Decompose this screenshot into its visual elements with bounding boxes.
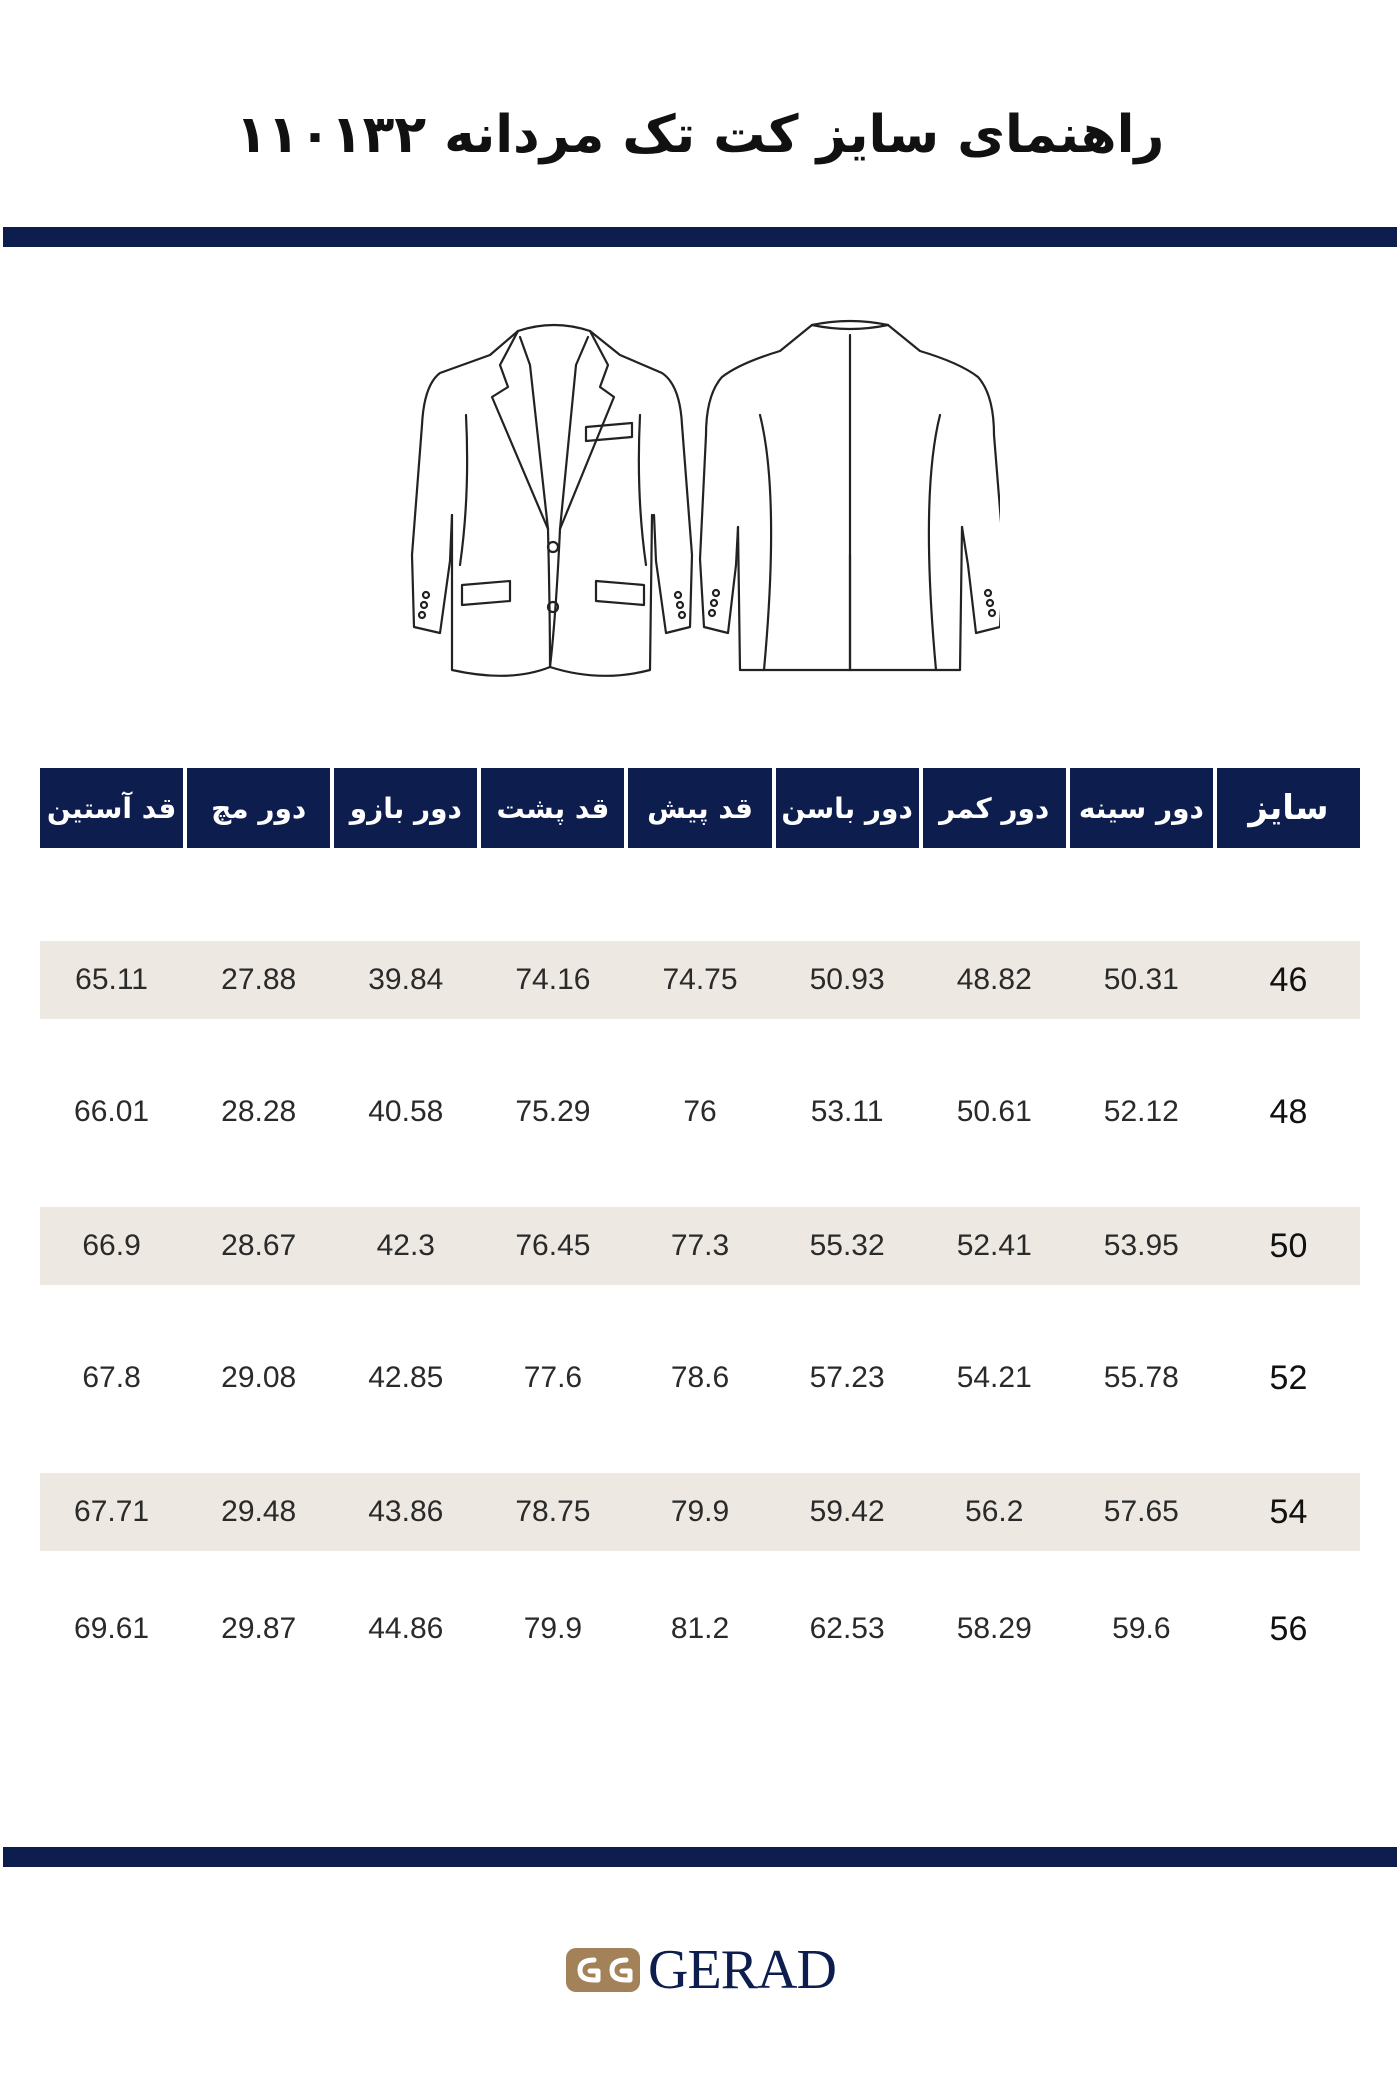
cell-hip: 55.32 [809,1229,885,1262]
cell-arm: 42.3 [376,1229,435,1262]
bottom-divider [3,1847,1397,1867]
cell-chest: 59.6 [1112,1612,1171,1645]
cell-size: 56 [1269,1609,1308,1648]
cell-sleeve-length: 66.01 [74,1095,150,1128]
header-front-length: قد پیش [628,768,771,848]
cell-arm: 42.85 [368,1361,444,1394]
cell-size: 46 [1269,960,1308,999]
cell-size: 52 [1269,1358,1308,1397]
cell-waist: 48.82 [956,963,1032,996]
cell-waist: 50.61 [956,1095,1032,1128]
cell-wrist: 27.88 [221,963,297,996]
cell-arm: 40.58 [368,1095,444,1128]
cell-arm: 44.86 [368,1612,444,1645]
cell-hip: 57.23 [809,1361,885,1394]
cell-hip: 50.93 [809,963,885,996]
cell-sleeve-length: 67.71 [74,1495,150,1528]
cell-back-length: 75.29 [515,1095,591,1128]
cell-chest: 52.12 [1103,1095,1179,1128]
gerad-monogram-icon [564,1946,642,1994]
cell-front-length: 81.2 [670,1612,730,1645]
cell-sleeve-length: 66.9 [82,1229,141,1262]
cell-sleeve-length: 65.11 [75,963,148,996]
table-header [40,768,1360,848]
jacket-back-icon [700,321,1000,670]
cell-front-length: 76 [683,1095,717,1128]
table-row [40,941,1360,1019]
cell-size: 50 [1269,1226,1308,1265]
cell-front-length: 74.75 [662,963,738,996]
cell-back-length: 79.9 [523,1612,583,1645]
cell-wrist: 29.48 [221,1495,297,1528]
header-size: سایز [1217,768,1360,848]
top-divider [3,227,1397,247]
cell-chest: 53.95 [1103,1229,1179,1262]
cell-chest: 50.31 [1103,963,1179,996]
cell-size: 48 [1269,1092,1308,1131]
cell-hip: 59.42 [809,1495,885,1528]
brand-logo [0,1940,1400,2000]
cell-waist: 54.21 [956,1361,1032,1394]
cell-size: 54 [1269,1492,1308,1531]
cell-chest: 55.78 [1103,1361,1179,1394]
cell-sleeve-length: 69.61 [74,1612,150,1645]
header-back-length: قد پشت [481,768,624,848]
cell-waist: 56.2 [965,1495,1024,1528]
cell-hip: 62.53 [809,1612,885,1645]
cell-front-length: 77.3 [670,1229,730,1262]
table-row [40,1073,1360,1151]
brand-name: GERAD [648,1939,836,2001]
page-title: راهنمای سایز کت تک مردانه ۱۱۰۱۳۲ [235,105,1165,165]
cell-wrist: 28.67 [221,1229,297,1262]
header-wrist: دور مچ [187,768,330,848]
cell-waist: 52.41 [956,1229,1032,1262]
cell-hip: 53.11 [810,1095,884,1128]
table-row [40,1590,1360,1668]
cell-sleeve-length: 67.8 [82,1361,141,1394]
cell-arm: 43.86 [368,1495,444,1528]
cell-wrist: 29.08 [221,1361,297,1394]
cell-front-length: 79.9 [670,1495,730,1528]
cell-wrist: 29.87 [221,1612,297,1645]
table-row [40,1473,1360,1551]
cell-back-length: 74.16 [515,963,591,996]
header-chest: دور سینه [1070,768,1213,848]
table-row [40,1339,1360,1417]
cell-chest: 57.65 [1103,1495,1179,1528]
jacket-illustration [400,315,1000,695]
cell-wrist: 28.28 [221,1095,297,1128]
jacket-front-icon [412,325,692,676]
header-waist: دور کمر [923,768,1066,848]
cell-back-length: 78.75 [515,1495,591,1528]
header-arm: دور بازو [334,768,477,848]
cell-back-length: 77.6 [523,1361,583,1394]
cell-front-length: 78.6 [670,1361,730,1394]
cell-waist: 58.29 [956,1612,1032,1645]
header-hip: دور باسن [776,768,919,848]
table-row [40,1207,1360,1285]
cell-arm: 39.84 [368,963,444,996]
header-sleeve-length: قد آستین [40,768,183,848]
cell-back-length: 76.45 [515,1229,591,1262]
